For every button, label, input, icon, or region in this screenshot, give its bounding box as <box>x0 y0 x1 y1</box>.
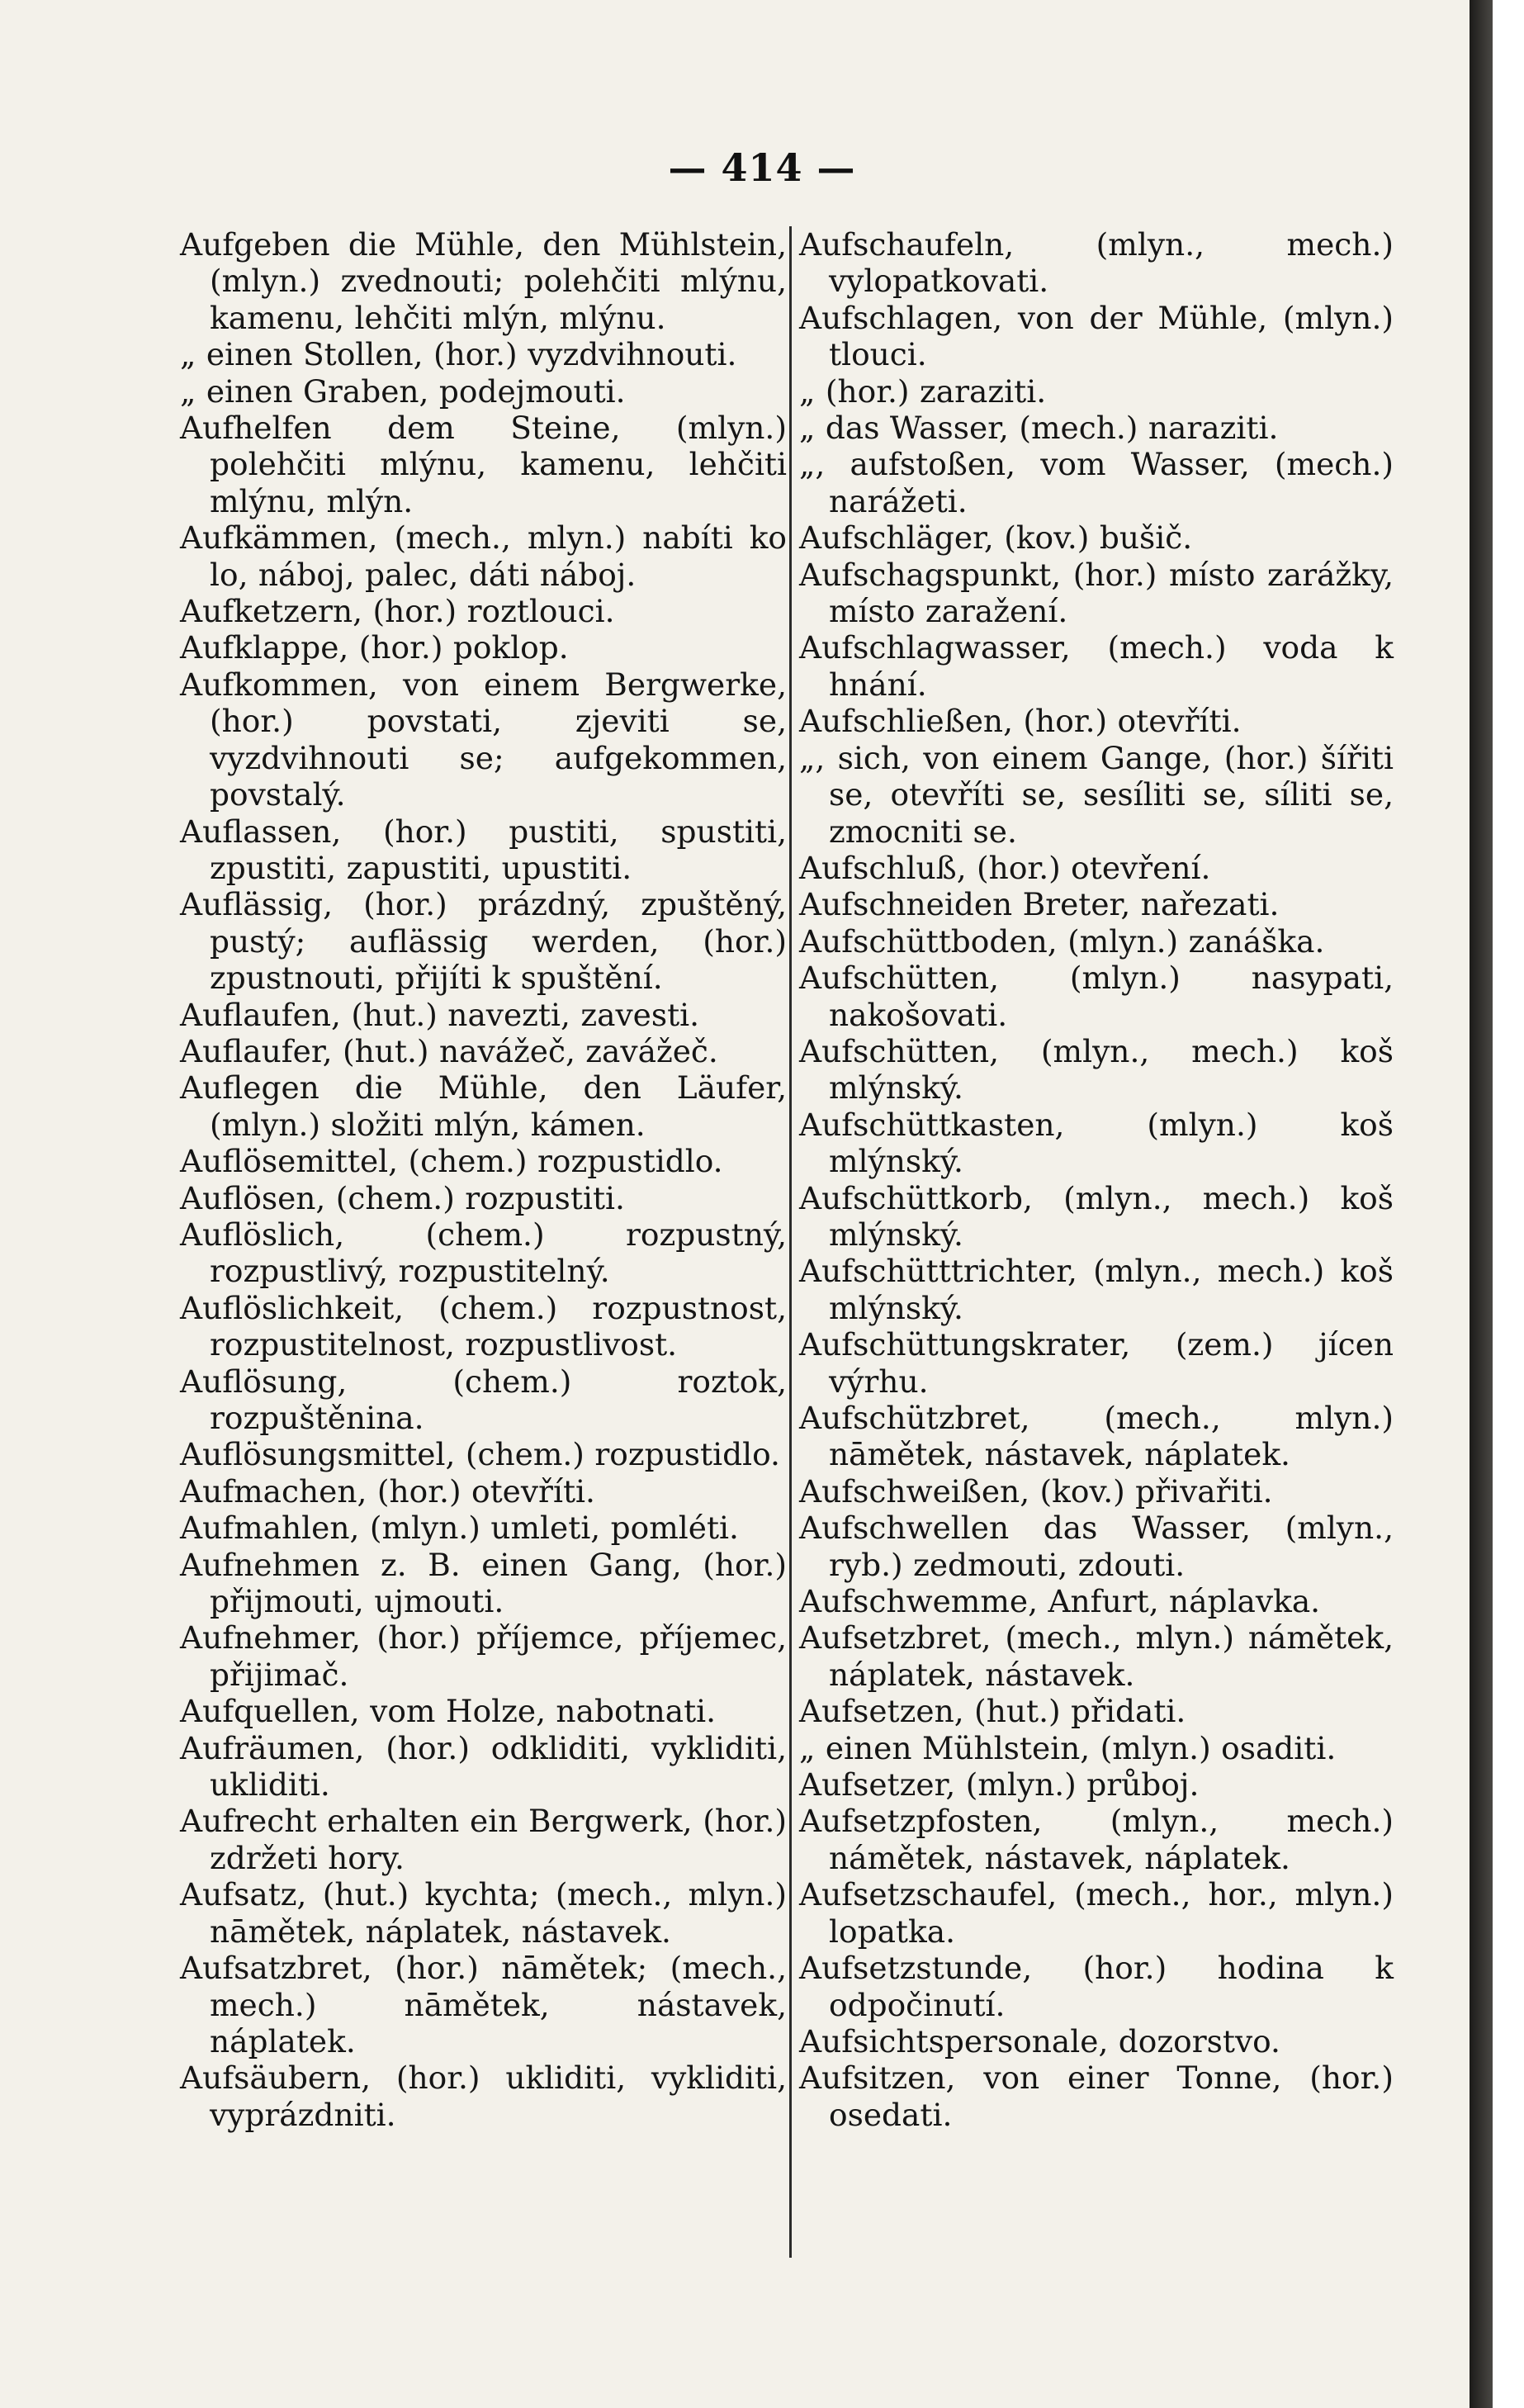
dictionary-entry: Aufsetzer, (mlyn.) průboj. <box>799 1766 1200 1804</box>
dictionary-entry: Aufnehmen z. B. einen Gang, (hor.) přijmouti, ujmouti. <box>180 1546 787 1620</box>
dictionary-entry: Auflassen, (hor.) pustiti, spustiti, zpustiti, zapustiti, upustiti. <box>180 813 787 886</box>
dictionary-entry: Aufschluß, (hor.) otevření. <box>799 849 1211 886</box>
dictionary-entry: Auflösemittel, (chem.) rozpustidlo. <box>180 1143 723 1180</box>
dictionary-entry: Aufräumen, (hor.) odkliditi, vykliditi, ukliditi. <box>180 1729 787 1804</box>
dictionary-entry: „ einen Stollen, (hor.) vyzdvihnouti. <box>180 336 737 373</box>
dictionary-entry: Aufschwellen das Wasser, (mlyn., ryb.) zedmouti, zdouti. <box>799 1510 1394 1583</box>
dictionary-entry: Aufschütten, (mlyn.) nasypati, nakošovati. <box>799 960 1394 1033</box>
dictionary-entry: Aufquellen, vom Holze, nabotnati. <box>180 1693 717 1730</box>
dictionary-entry: Aufketzern, (hor.) roztlouci. <box>180 593 615 630</box>
dictionary-entry: Aufsetzbret, (mech., mlyn.) námětek, náplatek, nástavek. <box>799 1619 1394 1693</box>
dictionary-entry: Aufkommen, von einem Bergwerke, (hor.) povstati, zjeviti se, vyzdvihnouti se; aufgekommen, povstalý. <box>180 666 787 813</box>
dictionary-entry: Aufschüttkorb, (mlyn., mech.) koš mlýnský. <box>799 1179 1394 1253</box>
dictionary-entry: Aufschweißen, (kov.) přivařiti. <box>799 1472 1273 1510</box>
dictionary-entry: Aufsäubern, (hor.) ukliditi, vykliditi, vyprázdniti. <box>180 2060 787 2133</box>
dictionary-entry: Aufsetzstunde, (hor.) hodina k odpočinutí. <box>799 1950 1394 2023</box>
right-column <box>799 226 1394 2133</box>
dictionary-entry: „ (hor.) zaraziti. <box>799 372 1047 410</box>
dictionary-entry: Aufschüttkasten, (mlyn.) koš mlýnský. <box>799 1106 1394 1180</box>
dictionary-entry: Aufgeben die Mühle, den Mühlstein, (mlyn.) zvednouti; polehčiti mlýnu, kamenu, lehčiti mlýn, mlýnu. <box>180 226 787 336</box>
dictionary-entry: Aufklappe, (hor.) poklop. <box>180 629 569 666</box>
left-column <box>180 226 787 2133</box>
dictionary-entry: Aufschlagen, von der Mühle, (mlyn.) tlouci. <box>799 299 1394 373</box>
dictionary-entry: „, sich, von einem Gange, (hor.) šířiti se, otevříti se, sesíliti se, síliti se, zmocniti se. <box>799 739 1394 850</box>
dictionary-entry: „ einen Graben, podejmouti. <box>180 372 626 410</box>
dictionary-entry: „ einen Mühlstein, (mlyn.) osaditi. <box>799 1729 1337 1766</box>
dictionary-entry: Aufnehmer, (hor.) příjemce, příjemec, přijimač. <box>180 1619 787 1693</box>
dictionary-entry: Aufmahlen, (mlyn.) umleti, pomléti. <box>180 1510 739 1547</box>
dictionary-entry: Aufkämmen, (mech., mlyn.) nabíti ko lo, náboj, palec, dáti náboj. <box>180 519 787 593</box>
dictionary-entry: Aufrecht erhalten ein Bergwerk, (hor.) zdržeti hory. <box>180 1803 787 1876</box>
dictionary-entry: Aufschüttungskrater, (zem.) jícen výrhu. <box>799 1326 1394 1400</box>
dictionary-entry: Aufschwemme, Anfurt, náplavka. <box>799 1583 1321 1620</box>
dictionary-entry: Aufschläger, (kov.) bušič. <box>799 519 1193 557</box>
dictionary-entry: Aufsetzpfosten, (mlyn., mech.) námětek, nástavek, náplatek. <box>799 1803 1394 1876</box>
dictionary-entry: Aufschützbret, (mech., mlyn.) nāmětek, nástavek, náplatek. <box>799 1400 1394 1473</box>
dictionary-entry: Aufschagspunkt, (hor.) místo zarážky, místo zaražení. <box>799 556 1394 630</box>
dictionary-entry: Auflösungsmittel, (chem.) rozpustidlo. <box>180 1436 780 1473</box>
dictionary-entry: Auflässig, (hor.) prázdný, zpuštěný, pustý; auflässig werden, (hor.) zpustnouti, přijíti k spuštění. <box>180 886 787 997</box>
dictionary-entry: Auflöslichkeit, (chem.) rozpustnost, rozpustitelnost, rozpustlivost. <box>180 1289 787 1363</box>
dictionary-entry: Auflaufen, (hut.) navezti, zavesti. <box>180 996 700 1033</box>
dictionary-entry: Aufschlagwasser, (mech.) voda k hnání. <box>799 629 1394 703</box>
dictionary-entry: Aufsatzbret, (hor.) nāmětek; (mech., mech.) nāmětek, nástavek, náplatek. <box>180 1950 787 2060</box>
dictionary-entry: Aufschütttrichter, (mlyn., mech.) koš mlýnský. <box>799 1253 1394 1326</box>
column-divider <box>789 226 792 2258</box>
dictionary-entry: „ das Wasser, (mech.) naraziti. <box>799 410 1279 447</box>
scan-edge <box>1470 0 1493 2408</box>
dictionary-entry: Aufsetzschaufel, (mech., hor., mlyn.) lopatka. <box>799 1876 1394 1950</box>
dictionary-entry: Aufsetzen, (hut.) přidati. <box>799 1693 1186 1730</box>
page-number: — 414 — <box>668 145 856 190</box>
dictionary-entry: Aufschüttboden, (mlyn.) zanáška. <box>799 922 1325 960</box>
dictionary-entry: Aufsitzen, von einer Tonne, (hor.) osedati. <box>799 2060 1394 2133</box>
dictionary-entry: Aufhelfen dem Steine, (mlyn.) polehčiti mlýnu, kamenu, lehčiti mlýnu, mlýn. <box>180 410 787 519</box>
dictionary-entry: Aufsichtspersonale, dozorstvo. <box>799 2022 1280 2060</box>
dictionary-entry: Auflösung, (chem.) roztok, rozpuštěnina. <box>180 1363 787 1436</box>
dictionary-entry: Aufschaufeln, (mlyn., mech.) vylopatkovati. <box>799 226 1394 300</box>
dictionary-entry: „, aufstoßen, vom Wasser, (mech.) narážeti. <box>799 446 1394 519</box>
dictionary-entry: Aufsatz, (hut.) kychta; (mech., mlyn.) nāmětek, náplatek, nástavek. <box>180 1876 787 1950</box>
dictionary-entry: Aufschneiden Breter, nařezati. <box>799 886 1280 923</box>
dictionary-entry: Auflöslich, (chem.) rozpustný, rozpustlivý, rozpustitelný. <box>180 1216 787 1290</box>
dictionary-entry: Aufschütten, (mlyn., mech.) koš mlýnský. <box>799 1032 1394 1107</box>
dictionary-entry: Auflaufer, (hut.) navážeč, zavážeč. <box>180 1032 718 1069</box>
dictionary-entry: Aufschließen, (hor.) otevříti. <box>799 703 1242 740</box>
dictionary-entry: Aufmachen, (hor.) otevříti. <box>180 1472 595 1510</box>
dictionary-entry: Auflösen, (chem.) rozpustiti. <box>180 1179 625 1216</box>
dictionary-entry: Auflegen die Mühle, den Läufer, (mlyn.) složiti mlýn, kámen. <box>180 1069 787 1143</box>
